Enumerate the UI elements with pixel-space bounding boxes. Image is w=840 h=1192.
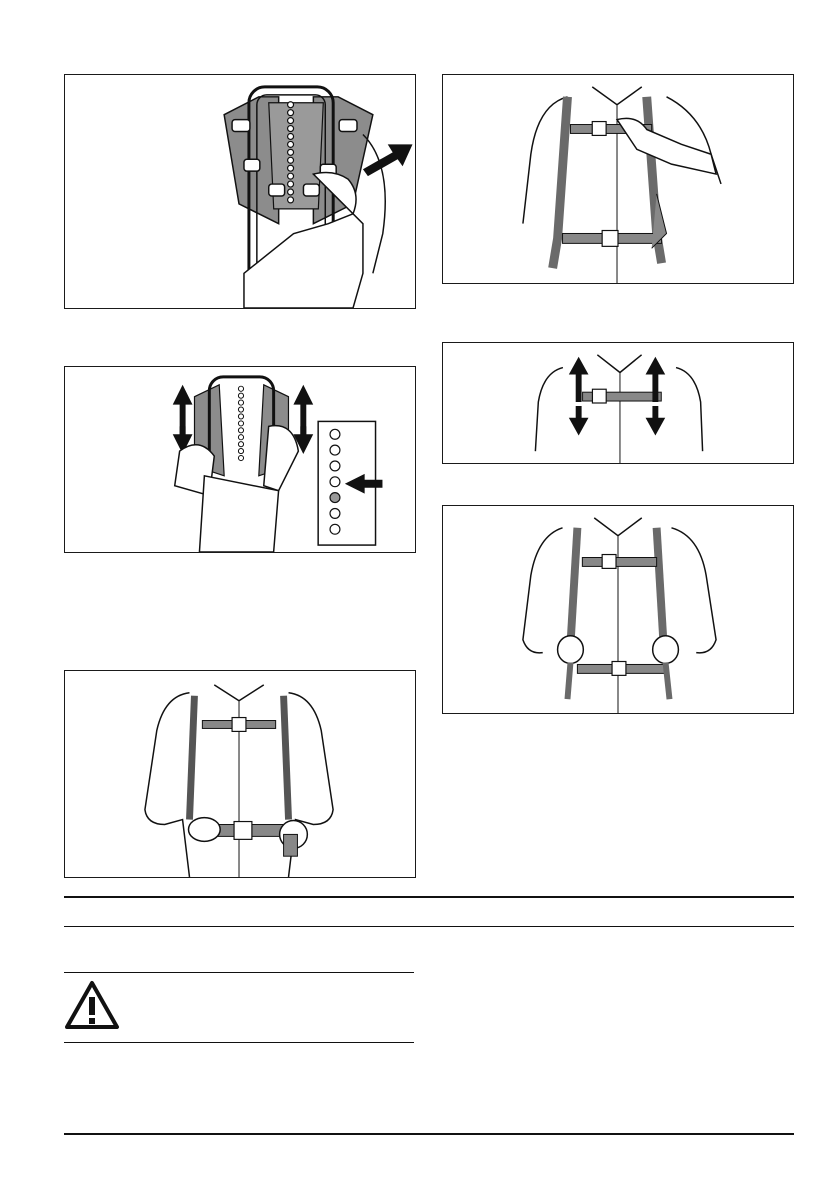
figure-back-plate-pull bbox=[64, 74, 416, 309]
warning-rule-bottom bbox=[64, 1042, 414, 1043]
footer-rule bbox=[64, 1133, 794, 1135]
tighten-straps-icon bbox=[443, 506, 793, 713]
figure-tighten-straps bbox=[442, 505, 794, 714]
figure-hip-belt bbox=[64, 670, 416, 878]
chest-strap-buckle-icon bbox=[443, 75, 793, 283]
section-rule-bottom bbox=[64, 926, 794, 927]
hip-belt-buckle-icon bbox=[65, 671, 415, 877]
warning-rule-top bbox=[64, 972, 414, 973]
harness-shoulder-adjust-icon bbox=[65, 367, 415, 552]
figure-shoulder-height bbox=[442, 342, 794, 464]
warning-triangle-icon bbox=[64, 980, 120, 1030]
figure-chest-strap bbox=[442, 74, 794, 284]
pull-arrow bbox=[363, 144, 413, 176]
section-rule-top bbox=[64, 896, 794, 898]
shoulder-height-arrows-icon bbox=[443, 343, 793, 463]
harness-back-pull-icon bbox=[65, 75, 415, 308]
figure-shoulder-adjust bbox=[64, 366, 416, 553]
